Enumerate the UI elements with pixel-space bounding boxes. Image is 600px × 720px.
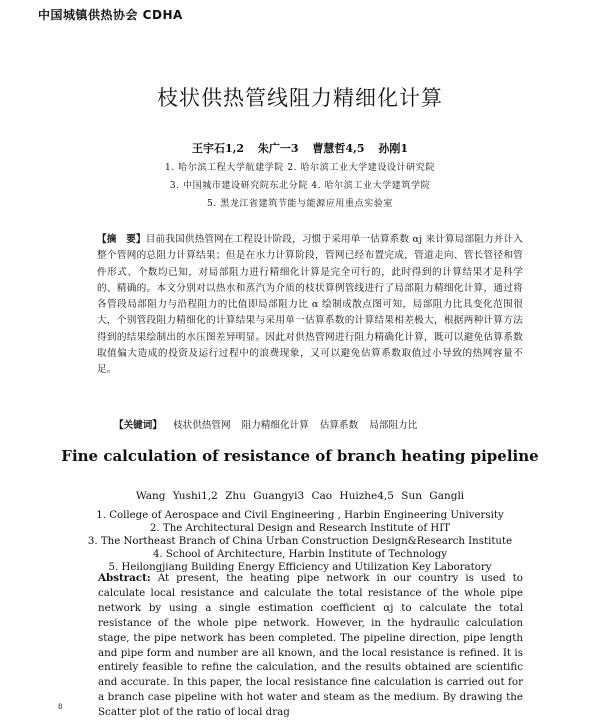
authors-chinese: 王宇石1,2 朱广一3 曹慧哲4,5 孙刚1 xyxy=(191,142,409,155)
affiliation-cn-2: 3. 中国城市建设研究院东北分院 4. 哈尔滨工业大学建筑学院 xyxy=(169,181,431,191)
title-english: Fine calculation of resistance of branch heating pipeline xyxy=(61,447,539,465)
abstract-cn-body: 目前我国供热管网在工程设计阶段，习惯于采用单一估算系数 αj 来计算局部阻力并计入整个管网的总阻力计算结果；但是在水力计算阶段，管网已经布置完成，管道走向、管长管径和管件形式、个数均已知，对局部阻力进行精细化计算是完全可行的，此时得到的计算结果才是科学的、精确的。本文分别对以热水和蒸汽为介质的枝状算例管线进行了局部阻力精细化计算，通过将各管段局部阻力与沿程阻力的比值即局部阻力比 α 绘制成散点图可知，局部阻力比具变化范围很大，个别管段阻力精细化的计算结果与采用单一估算系数的计算结果相差极大，根据两种计算方法得到的结果绘制出的水压图差异明显。因此对供热管网进行阻力精确化计算，既可以避免估算系数取值偏大造成的投资及运行过程中的浪费现象，又可以避免估算系数取值过小导致的热网容量不足。 xyxy=(97,234,524,376)
abstract-en-label: Abstract: xyxy=(98,572,151,584)
affiliation-en-5: 5. Heilongjiang Building Energy Efficiency and Utilization Key Laboratory xyxy=(108,562,492,573)
abstract-chinese xyxy=(97,232,523,379)
affiliation-en-3: 3. The Northeast Branch of China Urban Construction Design&Research Institute xyxy=(87,536,513,547)
keywords-cn-label: 【关键词】 xyxy=(114,420,162,431)
affiliation-cn-1: 1. 哈尔滨工程大学航建学院 2. 哈尔滨工业大学建设设计研究院 xyxy=(165,163,435,173)
journal-header: 中国城镇供热协会 CDHA xyxy=(38,8,183,22)
title-chinese: 枝状供热管线阻力精细化计算 xyxy=(157,86,443,110)
affiliation-en-2: 2. The Architectural Design and Research Institute of HIT xyxy=(149,523,451,534)
page-number: 8 xyxy=(58,703,63,711)
keywords-chinese xyxy=(114,417,417,431)
affiliation-en-1: 1. College of Aerospace and Civil Engineering , Harbin Engineering University xyxy=(96,510,504,521)
affiliation-en-4: 4. School of Architecture, Harbin Institute of Technology xyxy=(152,549,448,560)
affiliation-cn-3: 5. 黑龙江省建筑节能与能源应用重点实验室 xyxy=(206,199,394,209)
abstract-english xyxy=(98,571,523,720)
keywords-cn-text: 枝状供热管网 阻力精细化计算 估算系数 局部阻力比 xyxy=(173,420,418,431)
authors-english: Wang Yushi1,2 Zhu Guangyi3 Cao Huizhe4,5 Sun Gangli xyxy=(135,490,465,502)
abstract-cn-label: 【摘 要】 xyxy=(97,234,146,245)
abstract-en-body: At present, the heating pipe network in our country is used to calculate local resistance and calculate the total resistance of the whole pipe network by using a single estimation coefficient αj to calculate the total resistance of the whole pipe network. However, in the hydraulic calculation stage, the pipe network has been completed. The pipeline direction, pipe length and pipe form and number are all known, and the local resistance is refined. It is entirely feasible to refine the calculation, and the results obtained are scientific and accurate. In this paper, the local resistance fine calculation is carried out for a branch case pipeline with hot water and steam as the medium. By drawing the Scatter plot of the ratio of local drag xyxy=(98,572,523,719)
